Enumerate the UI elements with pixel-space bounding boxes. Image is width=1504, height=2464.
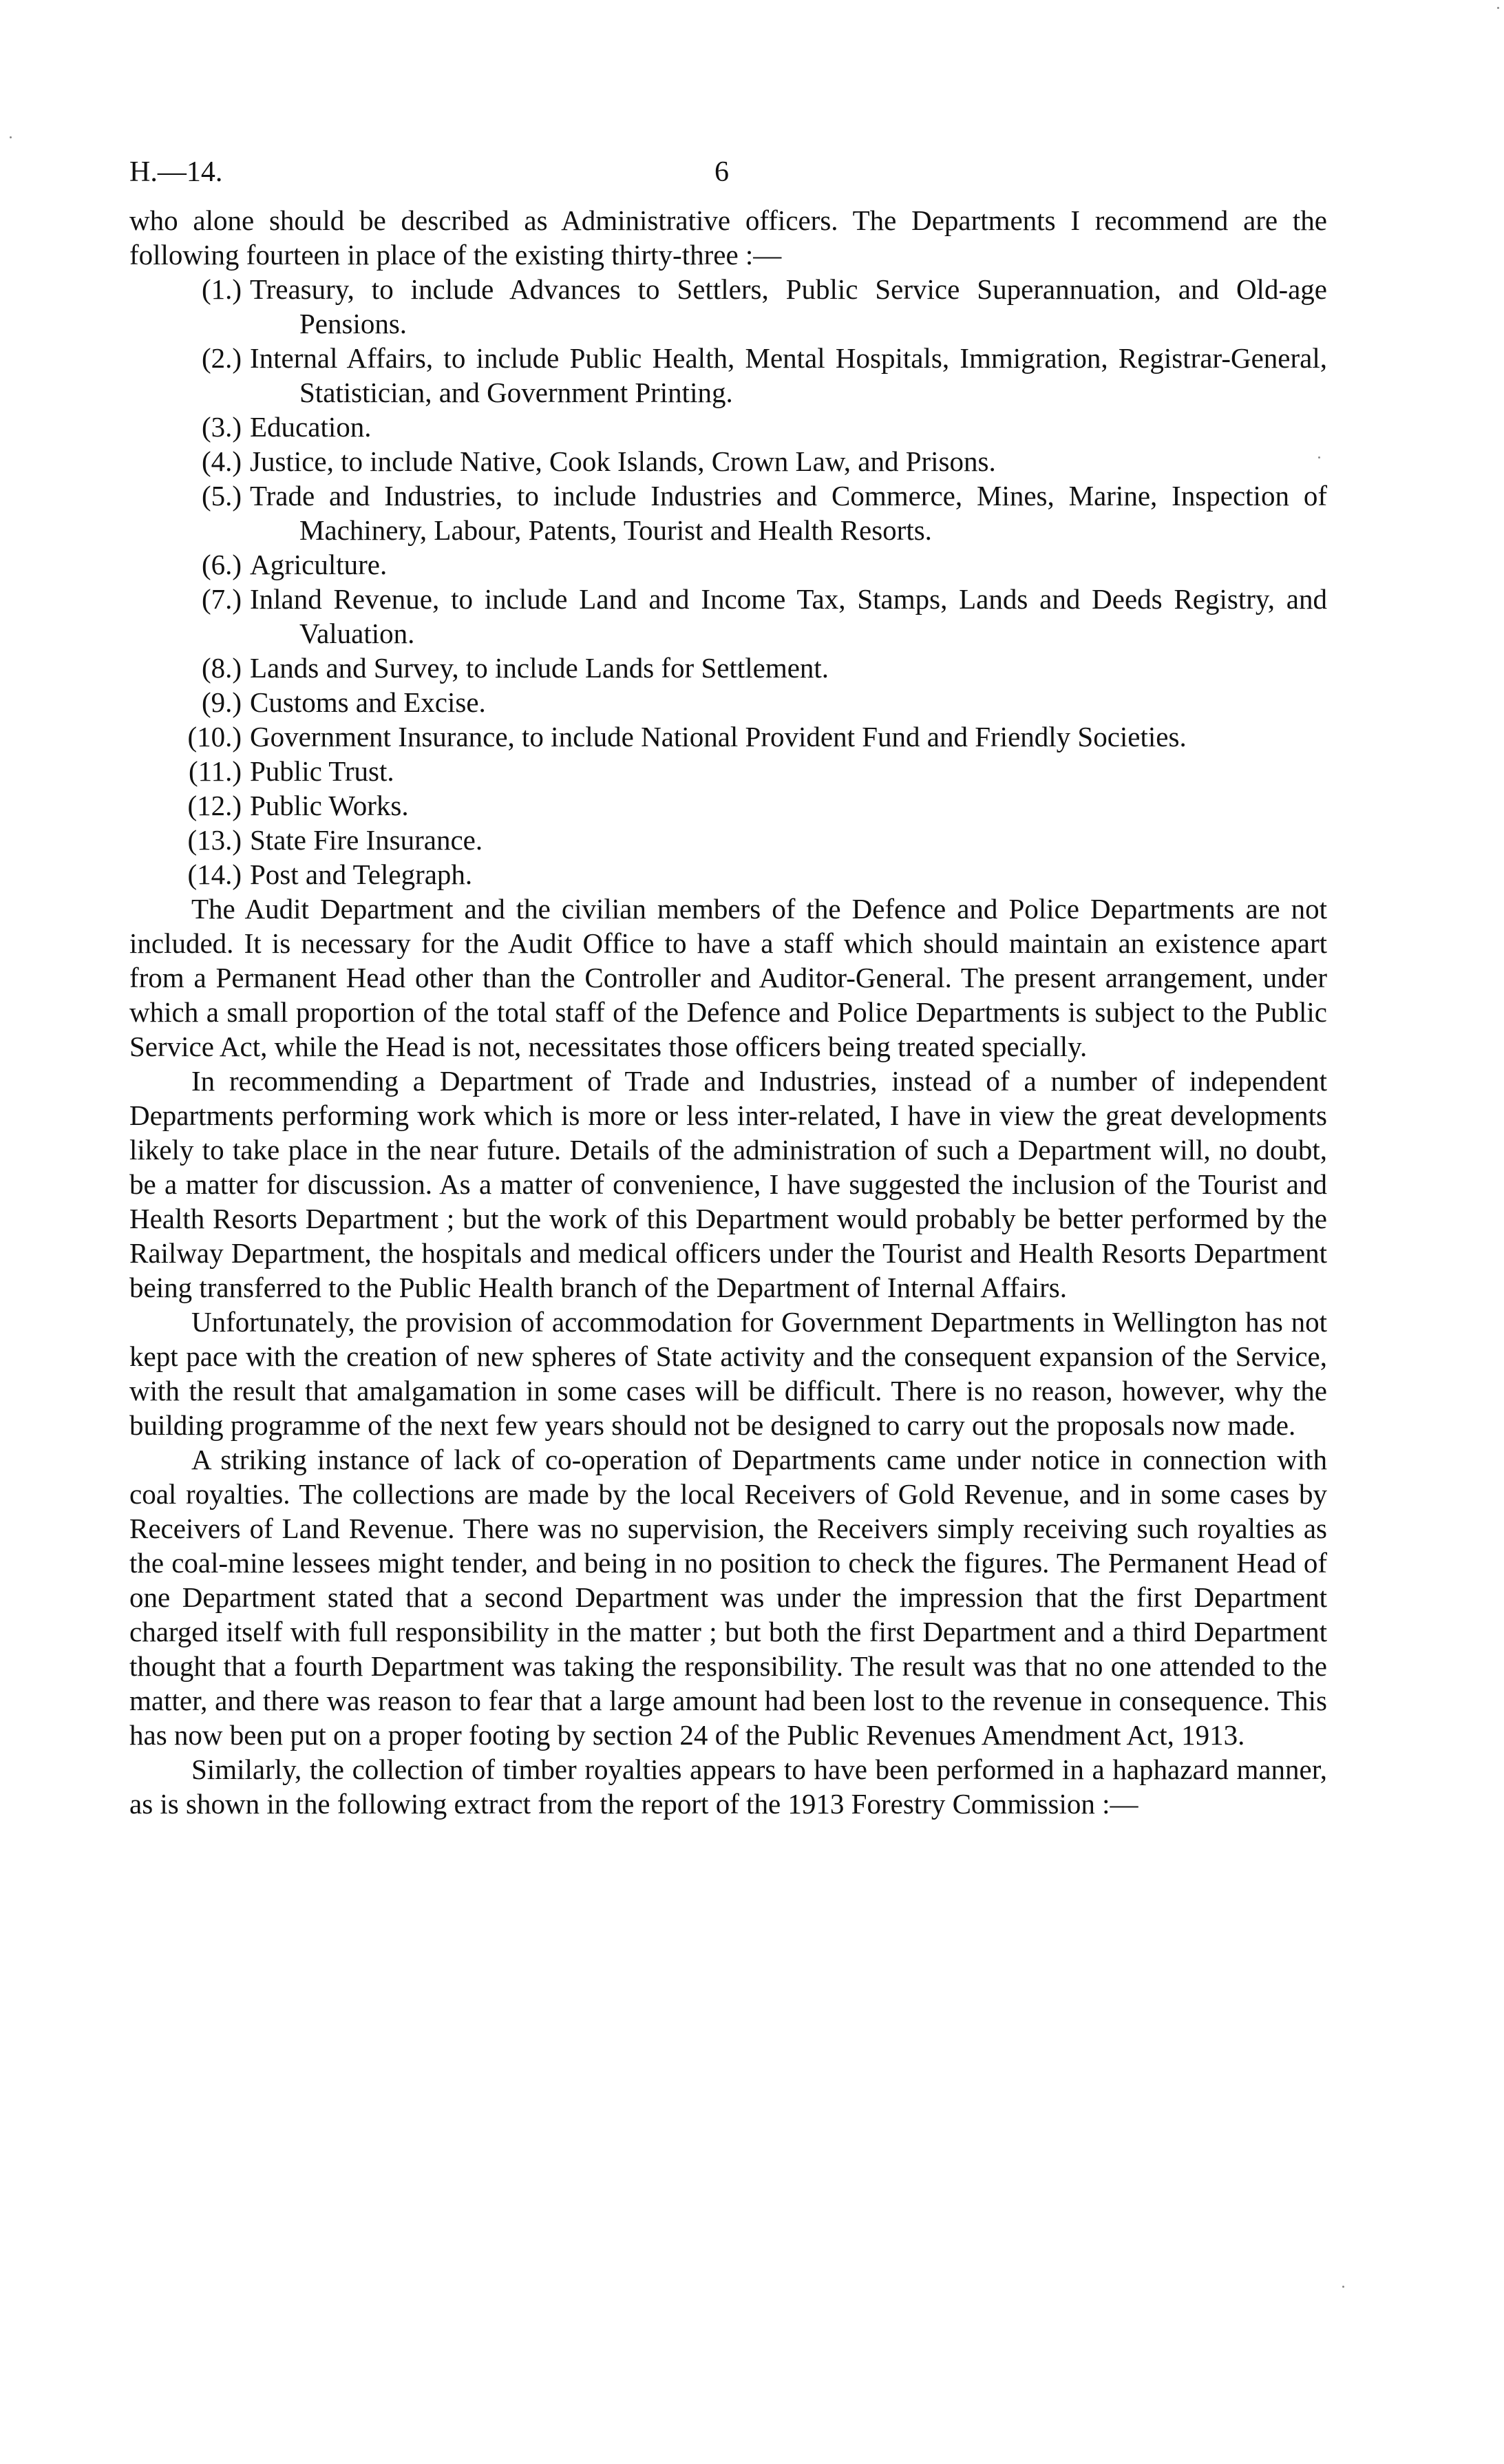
- document-reference: H.—14.: [129, 156, 223, 188]
- list-item: [129, 719, 1327, 754]
- audit-paragraph: The Audit Department and the civilian members of the Defence and Police Departments are not included. It is necessary for the Audit Office to have a staff which should maintain an existence apart from a Permanent Head other than the Controller and Auditor-General. The present arrangement, under which a small proportion of the total staff of the Defence and Police Departments is subject to the Public Service Act, while the Head is not, necessitates those officers being treated specially.: [129, 893, 1327, 1062]
- list-item: [129, 341, 1327, 410]
- list-item-number: (9.): [201, 686, 242, 718]
- list-item-number: (5.): [201, 480, 242, 512]
- intro-paragraph: who alone should be described as Administrative officers. The Departments I recommend are the following fourteen in place of the existing thirty-three :—: [129, 204, 1327, 271]
- list-item-text: Post and Telegraph.: [250, 859, 473, 890]
- departments-list: [129, 272, 1327, 892]
- list-item: [129, 857, 1327, 892]
- list-item: [129, 478, 1327, 547]
- list-item-text: Education.: [250, 411, 372, 443]
- list-item: [129, 823, 1327, 857]
- list-item-text: Inland Revenue, to include Land and Income Tax, Stamps, Lands and Deeds Registry, and Valuation.: [250, 583, 1327, 649]
- list-item-text: Agriculture.: [250, 549, 388, 580]
- scan-speck: [1342, 2286, 1344, 2288]
- scan-speck: [1497, 7, 1499, 9]
- list-item-number: (10.): [187, 721, 242, 752]
- list-item-number: (11.): [188, 755, 242, 787]
- list-item: [129, 754, 1327, 788]
- coal-royalties-paragraph: A striking instance of lack of co-operation of Departments came under notice in connection with coal royalties. The collections are made by the local Receivers of Gold Revenue, and in some cases by Receivers of Land Revenue. There was no supervision, the Receivers simply receiving such royalties as the coal-mine lessees might tender, and being in no position to check the figures. The Permanent Head of one Department stated that a second Department was under the impression that the first Department charged itself with full responsibility in the matter ; but both the first Department and a third Department thought that a fourth Department was taking the responsibility. The result was that no one attended to the matter, and there was reason to fear that a large amount had been lost to the revenue in consequence. This has now been put on a proper footing by section 24 of the Public Revenues Amendment Act, 1913.: [129, 1444, 1327, 1751]
- list-item-number: (13.): [187, 824, 242, 856]
- list-item: [129, 444, 1327, 478]
- list-item-text: Lands and Survey, to include Lands for Settlement.: [250, 652, 829, 684]
- list-item-text: Public Works.: [250, 790, 409, 821]
- list-item-number: (7.): [201, 583, 242, 615]
- accommodation-paragraph: Unfortunately, the provision of accommodation for Government Departments in Wellington has not kept pace with the creation of new spheres of State activity and the consequent expansion of the Service, with the result that amalgamation in some cases will be difficult. There is no reason, however, why the building programme of the next few years should not be designed to carry out the proposals now made.: [129, 1306, 1327, 1441]
- list-item-text: Justice, to include Native, Cook Islands, Crown Law, and Prisons.: [250, 445, 996, 477]
- list-item-text: Public Trust.: [250, 755, 394, 787]
- list-item: [129, 272, 1327, 341]
- list-item-number: (4.): [201, 445, 242, 477]
- list-item-text: Government Insurance, to include National Provident Fund and Friendly Societies.: [250, 721, 1187, 752]
- trade-industries-paragraph: In recommending a Department of Trade and Industries, instead of a number of independent Departments performing work which is more or less inter-related, I have in view the great developments likely to take place in the near future. Details of the administration of such a Department will, no doubt, be a matter for discussion. As a matter of convenience, I have suggested the inclusion of the Tourist and Health Resorts Department ; but the work of this Department would probably be better performed by the Railway Department, the hospitals and medical officers under the Tourist and Health Resorts Department being transferred to the Public Health branch of the Department of Internal Affairs.: [129, 1065, 1327, 1303]
- list-item-number: (8.): [201, 652, 242, 684]
- list-item-number: (14.): [187, 859, 242, 890]
- list-item-text: Treasury, to include Advances to Settlers, Public Service Superannuation, and Old-age Pensions.: [250, 273, 1327, 339]
- list-item-text: Internal Affairs, to include Public Health, Mental Hospitals, Immigration, Registrar-General, Statistician, and Government Printing.: [250, 342, 1327, 408]
- list-item-number: (3.): [201, 411, 242, 443]
- list-item-number: (1.): [201, 273, 242, 305]
- list-item-number: (2.): [201, 342, 242, 374]
- timber-royalties-paragraph: Similarly, the collection of timber royalties appears to have been performed in a haphazard manner, as is shown in the following extract from the report of the 1913 Forestry Commission :—: [129, 1754, 1327, 1820]
- document-page: [129, 155, 1327, 1821]
- list-item-text: State Fire Insurance.: [250, 824, 483, 856]
- list-item: [129, 547, 1327, 582]
- list-item-number: (6.): [201, 549, 242, 580]
- document-body: [129, 203, 1327, 1821]
- list-item-number: (12.): [187, 790, 242, 821]
- page-header: [129, 155, 1327, 203]
- scan-speck: [10, 136, 12, 138]
- list-item: [129, 410, 1327, 444]
- list-item: [129, 651, 1327, 685]
- list-item: [129, 685, 1327, 719]
- list-item-text: Customs and Excise.: [250, 686, 486, 718]
- list-item-text: Trade and Industries, to include Industries and Commerce, Mines, Marine, Inspection of Machinery, Labour, Patents, Tourist and Health Resorts.: [250, 480, 1327, 546]
- list-item: [129, 788, 1327, 823]
- list-item: [129, 582, 1327, 651]
- page-number: 6: [714, 156, 729, 188]
